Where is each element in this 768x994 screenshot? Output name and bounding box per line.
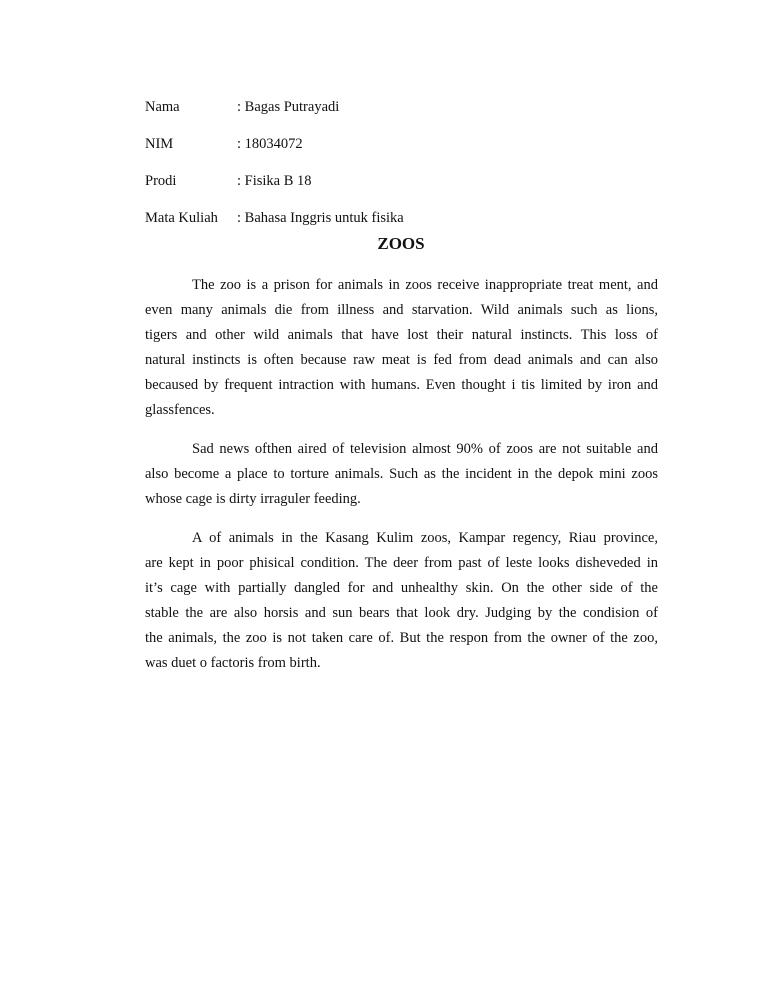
info-row-prodi <box>145 172 665 190</box>
info-value: : 18034072 <box>237 136 303 152</box>
text-line: The zoo is a prison for animals in zoos receive inappropriate treat ment, and <box>192 277 658 293</box>
info-label: NIM <box>145 136 174 152</box>
text-line: are kept in poor phisical condition. The deer from past of leste looks disheveded in <box>145 555 658 571</box>
text-line: stable the are also horsis and sun bears that look dry. Judging by the condision of <box>145 605 658 621</box>
text-line: A of animals in the Kasang Kulim zoos, Kampar regency, Riau province, <box>192 530 658 546</box>
paragraph-2 <box>145 437 658 512</box>
info-label: Nama <box>145 99 180 115</box>
essay-body <box>145 273 658 690</box>
essay-title: ZOOS <box>377 234 425 253</box>
info-row-mata-kuliah <box>145 209 665 227</box>
text-line: glassfences. <box>145 402 215 418</box>
info-label: Mata Kuliah <box>145 210 218 226</box>
text-line: it’s cage with partially dangled for and unhealthy skin. On the other side of the <box>145 580 658 596</box>
paragraph-1 <box>145 273 658 423</box>
text-line: Sad news ofthen aired of television almost 90% of zoos are not suitable and <box>192 441 658 457</box>
info-value: : Bahasa Inggris untuk fisika <box>237 210 404 226</box>
student-info <box>145 98 665 227</box>
paragraph-3 <box>145 526 658 676</box>
text-line: also become a place to torture animals. Such as the incident in the depok mini zoos <box>145 466 658 482</box>
text-line: tigers and other wild animals that have lost their natural instincts. This loss of <box>145 327 658 343</box>
info-value: : Fisika B 18 <box>237 173 312 189</box>
info-row-nim <box>145 135 665 153</box>
info-row-nama <box>145 98 665 116</box>
text-line: whose cage is dirty irraguler feeding. <box>145 491 361 507</box>
info-value: : Bagas Putrayadi <box>237 99 340 115</box>
text-line: the animals, the zoo is not taken care of. But the respon from the owner of the zoo, <box>145 630 658 646</box>
text-line: natural instincts is often because raw meat is fed from dead animals and can also <box>145 352 658 368</box>
text-line: becaused by frequent intraction with humans. Even thought i tis limited by iron and <box>145 377 658 393</box>
text-line: was duet o factoris from birth. <box>145 655 321 671</box>
info-label: Prodi <box>145 173 177 189</box>
text-line: even many animals die from illness and starvation. Wild animals such as lions, <box>145 302 658 318</box>
